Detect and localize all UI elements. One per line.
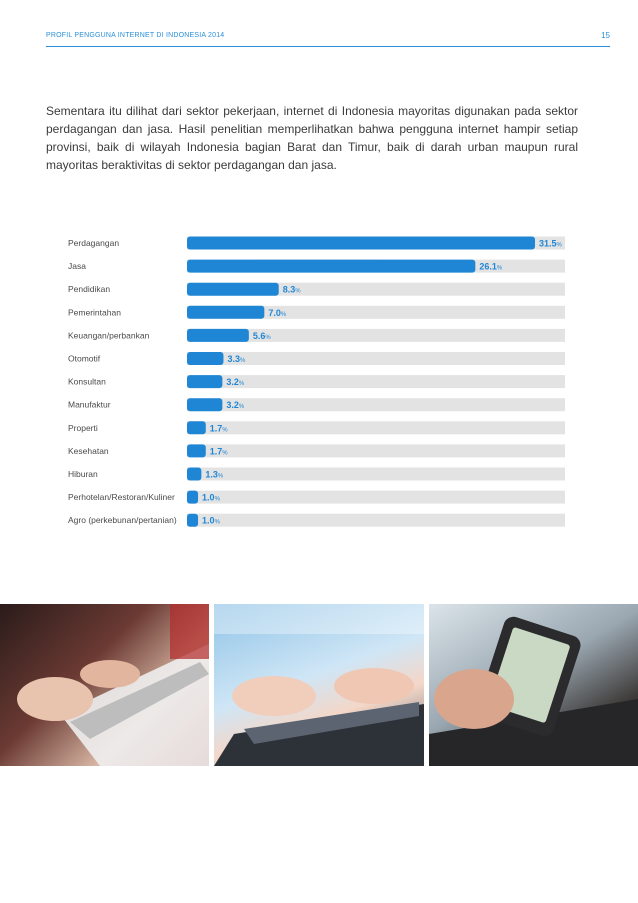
bar-row — [68, 260, 565, 273]
bar-row — [68, 306, 565, 319]
bar-row — [68, 352, 565, 365]
bar-row — [68, 329, 565, 342]
category-label: Perdagangan — [68, 238, 120, 248]
bar-row — [68, 375, 565, 388]
value-label: 31.5% — [539, 238, 562, 249]
bar — [187, 283, 279, 296]
category-label: Hiburan — [68, 469, 98, 479]
bar-track — [187, 491, 565, 504]
hand-holding-smartphone-icon — [429, 604, 638, 766]
bar-track — [187, 444, 565, 457]
value-label: 3.3% — [227, 354, 246, 364]
bar — [187, 306, 264, 319]
bar — [187, 237, 535, 250]
value-label: 1.7% — [209, 446, 228, 457]
category-label: Properti — [68, 422, 98, 433]
category-label: Agro (perkebunan/pertanian) — [68, 515, 177, 526]
photo-strip — [0, 604, 638, 766]
bar — [187, 444, 206, 457]
bar-track — [187, 421, 565, 434]
bar — [187, 491, 198, 504]
value-label: 3.2% — [226, 377, 245, 388]
bar-row — [68, 283, 565, 296]
bar-row — [68, 514, 565, 527]
bar — [187, 421, 206, 434]
header-title: PROFIL PENGGUNA INTERNET DI INDONESIA 2014 — [46, 32, 225, 39]
bar-row — [68, 421, 565, 434]
value-label: 26.1% — [479, 261, 503, 272]
bar-track — [187, 468, 565, 481]
category-label: Keuangan/perbankan — [68, 330, 150, 341]
value-label: 1.3% — [205, 469, 224, 480]
value-label: 3.2% — [226, 400, 245, 411]
hands-typing-keyboard-icon — [214, 604, 424, 766]
value-label: 1.7% — [209, 423, 228, 434]
bar — [187, 375, 222, 388]
bar-row — [68, 491, 565, 504]
category-label: Jasa — [68, 261, 86, 272]
bar — [187, 260, 475, 273]
bar — [187, 514, 198, 527]
value-label: 5.6% — [252, 330, 271, 341]
category-label: Perhotelan/Restoran/Kuliner — [68, 492, 175, 503]
category-label: Otomotif — [68, 353, 101, 364]
category-label: Pemerintahan — [68, 307, 121, 318]
value-label: 1.0% — [202, 515, 220, 526]
intro-paragraph: Sementara itu dilihat dari sektor pekerjaan, internet di Indonesia mayoritas digunakan pada sektor perdagangan dan jasa. Hasil penelitian memperlihatkan bahwa pengguna internet hampir setiap provinsi, baik di wilayah Indonesia bagian Barat dan Timur, baik di darah urban maupun rural mayoritas beraktivitas di sektor perdagangan dan jasa. — [46, 104, 578, 172]
bar-row — [68, 237, 565, 250]
category-label: Manufaktur — [68, 399, 111, 410]
category-label: Pendidikan — [68, 284, 111, 295]
bar — [187, 352, 223, 365]
value-label: 1.0% — [202, 492, 220, 503]
bar — [187, 398, 222, 411]
bar-track — [187, 514, 565, 527]
value-label: 7.0% — [268, 307, 287, 318]
bar-row — [68, 398, 565, 411]
bar — [187, 468, 201, 481]
hands-typing-laptop-icon — [0, 604, 209, 766]
page-number: 15 — [601, 31, 610, 40]
bar-row — [68, 468, 565, 481]
value-label: 8.3% — [282, 284, 301, 295]
category-label: Konsultan — [68, 376, 106, 387]
bar — [187, 329, 249, 342]
bar-row — [68, 444, 565, 457]
category-label: Kesehatan — [68, 445, 109, 456]
